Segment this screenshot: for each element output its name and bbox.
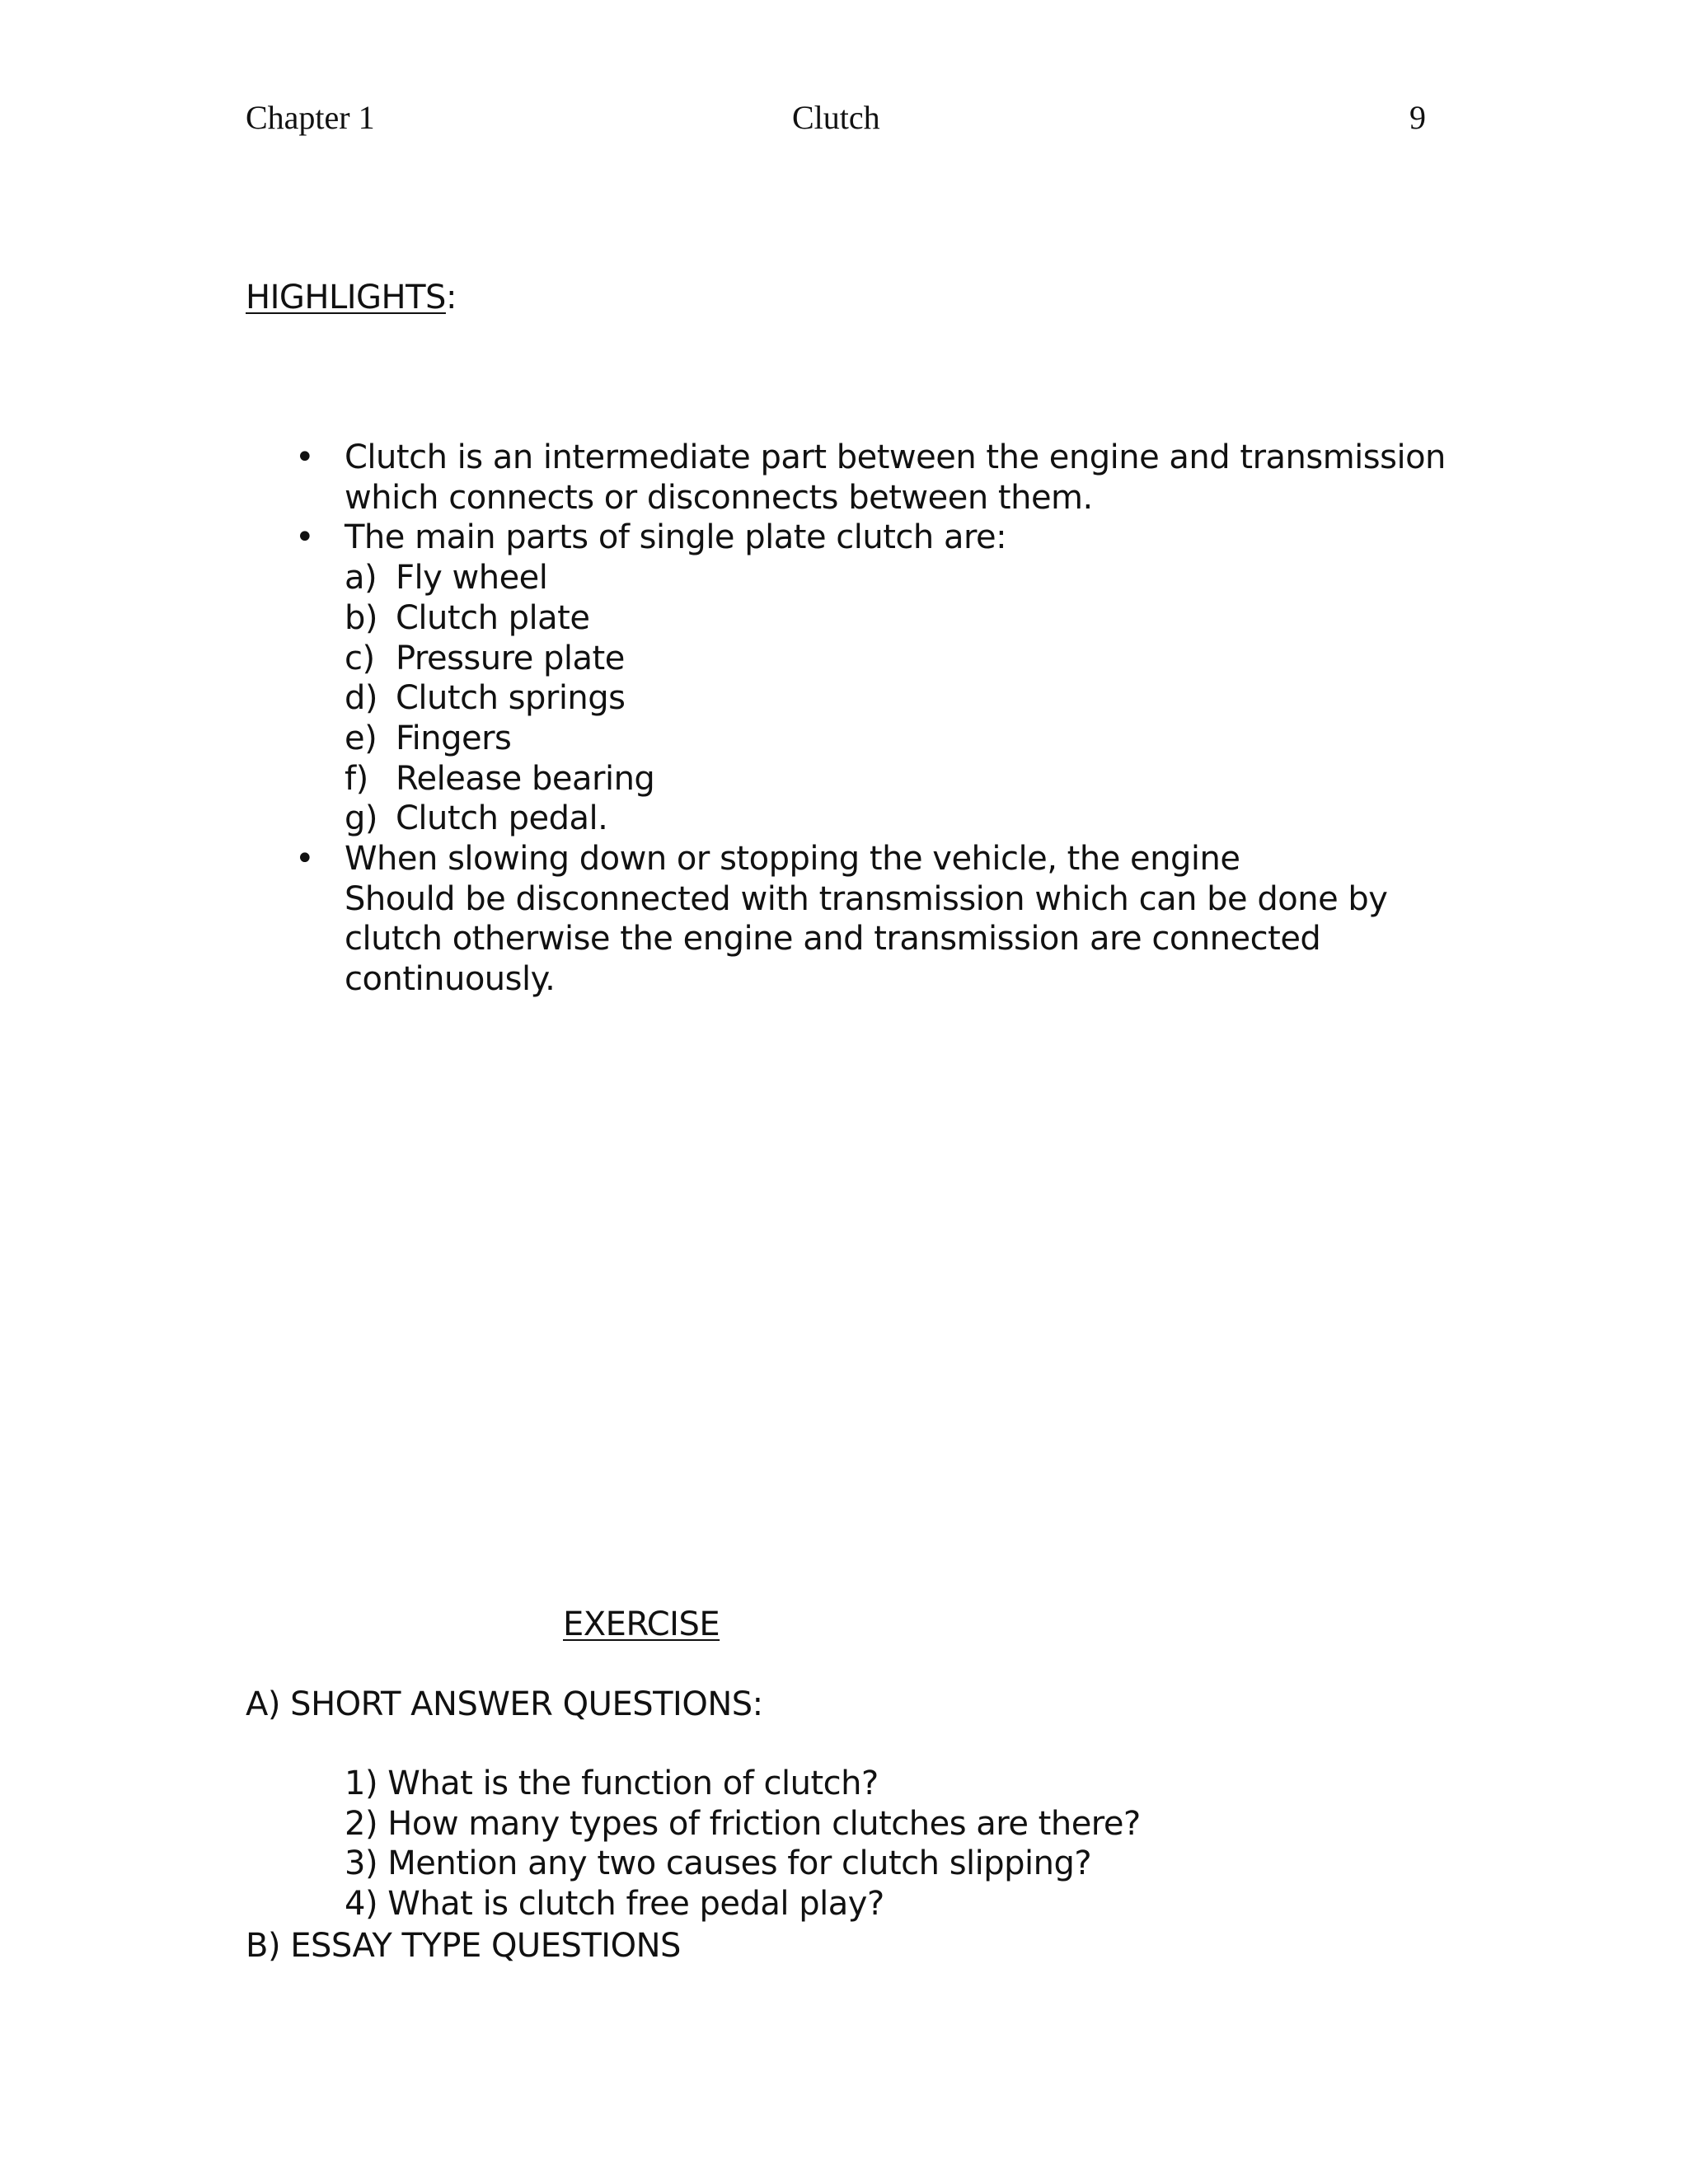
clutch-part-item (345, 719, 1441, 759)
question-item: 4) What is clutch free pedal play? (345, 1885, 884, 1924)
highlight-line: which connects or disconnects between them. (345, 478, 1093, 517)
question-item: 3) Mention any two causes for clutch slipping? (345, 1844, 1092, 1883)
highlight-line: clutch otherwise the engine and transmission are connected (345, 920, 1321, 958)
short-answer-heading: A) SHORT ANSWER QUESTIONS: (246, 1685, 763, 1723)
sub-item-text: Clutch plate (396, 598, 590, 637)
sub-item-text: Clutch springs (396, 679, 626, 718)
sub-item-marker: e) (345, 719, 377, 757)
essay-heading: B) ESSAY TYPE QUESTIONS (246, 1927, 681, 1965)
sub-item-marker: f) (345, 759, 368, 798)
highlights-heading (246, 277, 457, 318)
bullet-dot-icon: • (295, 518, 315, 557)
exercise-heading-text: EXERCISE (563, 1605, 720, 1643)
highlight-bullet (246, 518, 1441, 839)
running-header (246, 97, 1426, 138)
sub-item-marker: b) (345, 598, 377, 637)
highlight-line: Should be disconnected with transmission which can be done by (345, 879, 1388, 918)
bullet-dot-icon: • (295, 840, 315, 879)
highlight-bullet (246, 839, 1441, 1000)
highlight-line: Clutch is an intermediate part between the engine and transmission (345, 438, 1446, 476)
question-item: 2) How many types of friction clutches are there? (345, 1804, 1141, 1843)
highlight-bullet (246, 438, 1446, 518)
sub-item-marker: a) (345, 559, 377, 598)
highlight-line: The main parts of single plate clutch are: (345, 518, 1007, 557)
short-answer-list (345, 1764, 1141, 1924)
clutch-part-item (345, 598, 1441, 639)
sub-item-text: Fly wheel (396, 559, 548, 598)
highlights-heading-text: HIGHLIGHTS (246, 279, 446, 316)
highlight-line: continuously. (345, 960, 556, 999)
sub-item-text: Release bearing (396, 759, 655, 798)
sub-item-text: Pressure plate (396, 639, 625, 677)
clutch-part-item (345, 558, 1441, 598)
sub-item-marker: d) (345, 679, 377, 718)
clutch-part-item (345, 759, 1441, 799)
sub-item-marker: c) (345, 639, 375, 677)
header-page-number: 9 (1409, 99, 1426, 136)
sub-item-text: Clutch pedal. (396, 799, 608, 838)
sub-item-text: Fingers (396, 719, 512, 757)
clutch-part-item (345, 639, 1441, 679)
question-item: 1) What is the function of clutch? (345, 1765, 879, 1802)
exercise-heading (563, 1604, 720, 1645)
clutch-part-item (345, 799, 1441, 839)
highlights-heading-colon: : (445, 279, 457, 316)
header-chapter: Chapter 1 (246, 99, 375, 136)
highlights-list (246, 438, 1446, 1000)
header-title: Clutch (792, 99, 880, 136)
sub-item-marker: g) (345, 799, 377, 838)
clutch-part-item (345, 678, 1441, 719)
bullet-dot-icon: • (295, 438, 315, 476)
highlight-line: When slowing down or stopping the vehicle, the engine (345, 840, 1240, 879)
